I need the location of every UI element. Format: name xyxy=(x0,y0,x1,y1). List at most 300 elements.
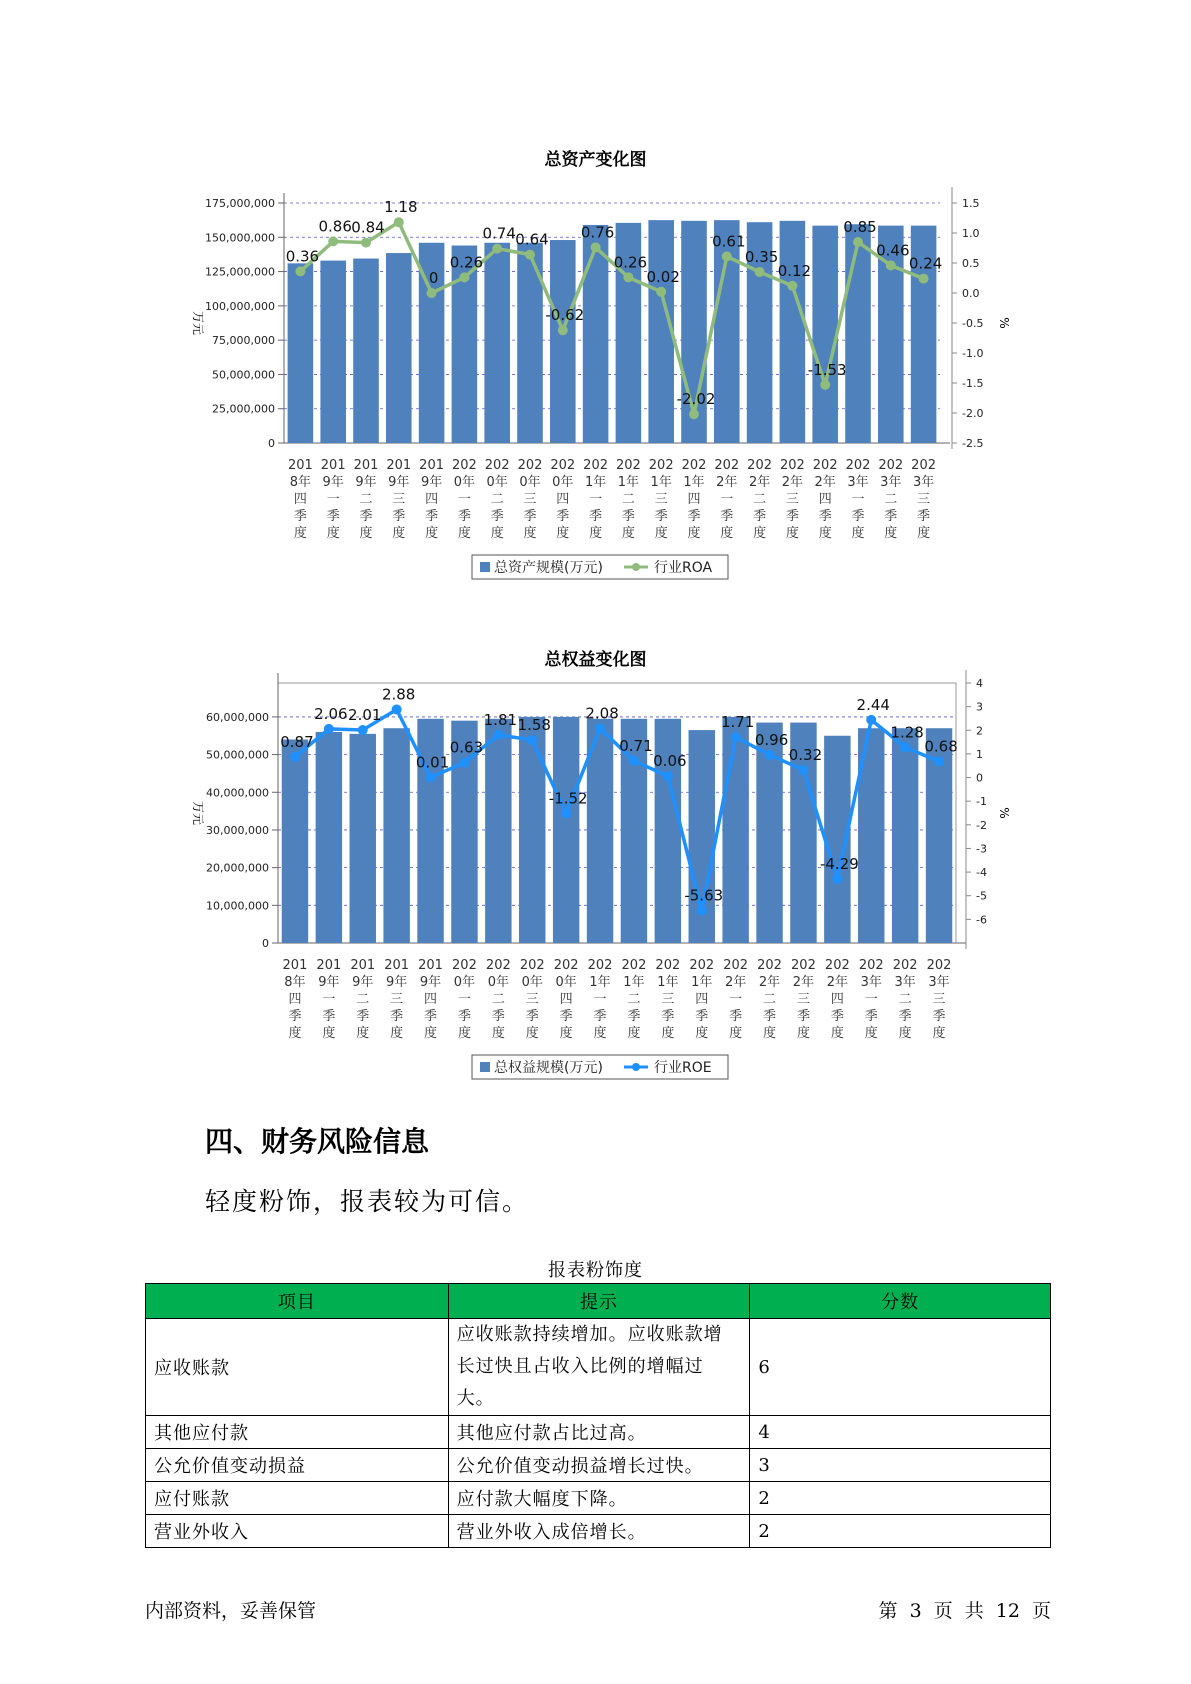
line-point xyxy=(663,771,673,781)
x-tick-label: 201 xyxy=(316,958,342,973)
x-tick-label: 一 xyxy=(457,992,471,1007)
line-point xyxy=(392,704,402,714)
x-tick-label: 二 xyxy=(898,992,912,1007)
x-tick-label: 季 xyxy=(720,509,734,524)
x-tick-label: 201 xyxy=(320,458,346,473)
y-axis-label: 万元 xyxy=(191,800,205,826)
x-tick-label: 季 xyxy=(523,509,537,524)
x-tick-label: 二 xyxy=(356,992,370,1007)
x-tick-label: 9年 xyxy=(355,475,377,490)
x-tick-label: 二 xyxy=(490,492,504,507)
line-point xyxy=(886,260,896,270)
data-label: -5.63 xyxy=(684,886,724,905)
line-point xyxy=(623,272,633,282)
x-tick-label: 202 xyxy=(689,958,715,973)
line-point xyxy=(934,756,944,766)
x-tick-label: 1年 xyxy=(691,975,713,990)
y2-tick-label: 1 xyxy=(976,747,983,761)
section-body: 轻度粉饰，报表较为可信。 xyxy=(205,1187,530,1216)
line-point xyxy=(591,242,601,252)
section-title: 四、财务风险信息 xyxy=(205,1125,430,1158)
line-point xyxy=(324,724,334,734)
x-tick-label: 季 xyxy=(763,1009,777,1024)
x-tick-label: 二 xyxy=(627,992,641,1007)
line-point xyxy=(290,752,300,762)
x-tick-label: 三 xyxy=(525,992,539,1007)
x-tick-label: 度 xyxy=(359,526,373,541)
data-label: -2.02 xyxy=(676,390,716,409)
x-tick-label: 度 xyxy=(654,526,668,541)
y2-axis-label: % xyxy=(997,807,1011,819)
data-label: 0.86 xyxy=(318,217,352,236)
x-tick-label: 度 xyxy=(457,1026,471,1041)
y2-tick-label: -2.5 xyxy=(962,437,984,450)
data-label: 0.02 xyxy=(646,267,680,286)
y-tick-label: 175,000,000 xyxy=(205,197,275,210)
table-cell-score: 6 xyxy=(750,1319,1051,1416)
line-point xyxy=(853,237,863,247)
x-tick-label: 三 xyxy=(917,492,931,507)
line-point xyxy=(561,808,571,818)
bar xyxy=(353,259,379,443)
x-tick-label: 四 xyxy=(424,992,438,1007)
x-tick-label: 度 xyxy=(523,526,537,541)
y2-tick-label: -2.0 xyxy=(962,407,984,420)
data-label: 0.76 xyxy=(580,223,615,242)
line-point xyxy=(361,238,371,248)
x-tick-label: 202 xyxy=(858,958,884,973)
x-tick-label: 度 xyxy=(425,526,439,541)
data-label: 2.08 xyxy=(585,704,619,723)
x-tick-label: 度 xyxy=(356,1026,370,1041)
data-label: 0.87 xyxy=(280,732,314,751)
x-tick-label: 度 xyxy=(818,526,832,541)
x-tick-label: 202 xyxy=(757,958,782,973)
line-point xyxy=(295,266,305,276)
bar xyxy=(845,224,871,443)
x-tick-label: 202 xyxy=(812,458,838,473)
legend-bar-swatch xyxy=(480,562,490,572)
x-tick-label: 四 xyxy=(556,492,570,507)
x-tick-label: 度 xyxy=(687,526,701,541)
x-tick-label: 202 xyxy=(553,958,579,973)
y2-tick-label: -6 xyxy=(976,913,987,927)
x-tick-label: 0年 xyxy=(486,475,508,490)
data-label: 0.06 xyxy=(653,752,687,771)
line-point xyxy=(595,723,605,733)
x-tick-label: 度 xyxy=(720,526,734,541)
line-point xyxy=(722,251,732,261)
y2-tick-label: 0 xyxy=(976,771,983,785)
x-tick-label: 季 xyxy=(796,1009,810,1024)
y2-tick-label: 4 xyxy=(976,677,983,690)
data-label: 0.36 xyxy=(285,247,320,266)
bar xyxy=(553,717,579,943)
data-label: 2.01 xyxy=(348,706,382,725)
data-label: -1.52 xyxy=(548,789,588,808)
bar xyxy=(282,740,308,943)
legend-line-label: 行业ROA xyxy=(654,560,713,576)
x-tick-label: 季 xyxy=(491,1009,505,1024)
x-tick-label: 季 xyxy=(932,1009,946,1024)
x-tick-label: 9年 xyxy=(420,475,443,490)
x-tick-label: 三 xyxy=(932,992,946,1007)
bar xyxy=(484,243,510,443)
x-tick-label: 季 xyxy=(695,1009,709,1024)
x-tick-label: 0年 xyxy=(521,975,543,990)
x-tick-label: 季 xyxy=(785,509,799,524)
y2-tick-label: -1.0 xyxy=(962,347,984,360)
data-label: 0.32 xyxy=(788,745,823,764)
table-cell-item: 公允价值变动损益 xyxy=(146,1449,449,1482)
data-label: 0.68 xyxy=(924,737,958,756)
y-tick-label: 40,000,000 xyxy=(206,786,269,800)
x-tick-label: 2年 xyxy=(792,975,815,990)
y2-tick-label: -1 xyxy=(976,795,987,809)
table-cell-hint: 其他应付款占比过高。 xyxy=(448,1416,750,1449)
bar xyxy=(519,717,545,943)
x-tick-label: 四 xyxy=(687,492,701,507)
legend-line-label: 行业ROE xyxy=(654,1060,712,1076)
x-tick-label: 四 xyxy=(288,992,302,1007)
y2-tick-label: 1.0 xyxy=(962,227,980,240)
table-cell-hint: 应收账款持续增加。应收账款增长过快且占收入比例的增幅过大。 xyxy=(448,1319,750,1416)
legend-bar-label: 总权益规模(万元) xyxy=(494,1060,603,1076)
x-tick-label: 9年 xyxy=(318,975,340,990)
x-tick-label: 3年 xyxy=(928,975,950,990)
x-tick-label: 0年 xyxy=(552,475,574,490)
table-header-item: 项目 xyxy=(146,1284,449,1319)
x-tick-label: 度 xyxy=(627,1026,641,1041)
x-tick-label: 202 xyxy=(517,458,543,473)
x-tick-label: 2年 xyxy=(716,475,738,490)
y-tick-label: 10,000,000 xyxy=(206,899,269,913)
x-tick-label: 度 xyxy=(898,1026,912,1041)
x-tick-label: 202 xyxy=(615,458,641,473)
x-tick-label: 季 xyxy=(729,1009,743,1024)
x-tick-label: 202 xyxy=(655,958,681,973)
x-tick-label: 201 xyxy=(419,458,445,473)
y-tick-label: 60,000,000 xyxy=(206,710,269,724)
y-tick-label: 100,000,000 xyxy=(205,299,275,313)
x-tick-label: 二 xyxy=(621,492,635,507)
bar xyxy=(485,719,511,943)
data-label: 0.35 xyxy=(744,248,779,266)
x-tick-label: 三 xyxy=(661,992,675,1007)
risk-table xyxy=(145,1283,1051,1548)
x-tick-label: 202 xyxy=(892,958,918,973)
line-point xyxy=(525,250,535,260)
x-tick-label: 202 xyxy=(911,458,937,473)
data-label: 0.96 xyxy=(754,730,789,749)
y2-tick-label: -1.5 xyxy=(962,377,984,390)
table-row xyxy=(146,1482,1051,1515)
x-tick-label: 四 xyxy=(559,992,573,1007)
table-cell-item: 应付账款 xyxy=(146,1482,449,1515)
bar xyxy=(892,728,918,943)
bar xyxy=(316,732,342,943)
line-point xyxy=(689,409,699,419)
line-point xyxy=(492,244,502,254)
y-tick-label: 75,000,000 xyxy=(212,334,275,348)
y-axis-label: 万元 xyxy=(191,310,205,336)
y-tick-label: 125,000,000 xyxy=(205,265,275,279)
x-tick-label: 202 xyxy=(550,458,576,473)
x-tick-label: 度 xyxy=(424,1026,438,1041)
y2-tick-label: 0.0 xyxy=(962,287,980,300)
x-tick-label: 季 xyxy=(490,509,504,524)
x-tick-label: 季 xyxy=(288,1009,302,1024)
x-tick-label: 三 xyxy=(654,492,668,507)
x-tick-label: 度 xyxy=(864,1026,878,1041)
x-tick-label: 四 xyxy=(830,992,844,1007)
x-tick-label: 202 xyxy=(723,958,749,973)
x-tick-label: 季 xyxy=(818,509,832,524)
line-point xyxy=(787,281,797,291)
x-tick-label: 9年 xyxy=(419,975,442,990)
x-tick-label: 季 xyxy=(293,509,307,524)
x-tick-label: 2年 xyxy=(725,975,747,990)
data-label: 1.71 xyxy=(720,713,755,732)
x-tick-label: 202 xyxy=(878,458,904,473)
line-point xyxy=(765,750,775,760)
x-tick-label: 9年 xyxy=(386,975,408,990)
line-point xyxy=(832,874,842,884)
data-label: 0.12 xyxy=(777,261,812,280)
data-label: 0.01 xyxy=(415,753,450,772)
x-tick-label: 季 xyxy=(593,1009,607,1024)
line-point xyxy=(798,765,808,775)
x-tick-label: 202 xyxy=(519,958,545,973)
x-tick-label: 二 xyxy=(753,492,767,507)
x-tick-label: 202 xyxy=(926,958,952,973)
x-tick-label: 度 xyxy=(729,1026,743,1041)
x-tick-label: 1年 xyxy=(623,975,645,990)
x-tick-label: 一 xyxy=(593,992,607,1007)
x-tick-label: 季 xyxy=(898,1009,912,1024)
legend-line-marker xyxy=(632,1063,640,1071)
x-tick-label: 201 xyxy=(287,458,313,473)
x-tick-label: 202 xyxy=(824,958,850,973)
x-tick-label: 度 xyxy=(661,1026,675,1041)
x-tick-label: 202 xyxy=(714,458,740,473)
x-tick-label: 一 xyxy=(457,492,471,507)
x-tick-label: 二 xyxy=(491,992,505,1007)
x-tick-label: 202 xyxy=(485,958,511,973)
data-label: 0.64 xyxy=(515,230,549,249)
x-tick-label: 度 xyxy=(785,526,799,541)
data-label: -0.62 xyxy=(545,306,585,325)
y2-tick-label: -2 xyxy=(976,818,987,832)
x-tick-label: 2年 xyxy=(758,975,781,990)
y-tick-label: 20,000,000 xyxy=(206,861,269,875)
x-tick-label: 季 xyxy=(457,509,471,524)
x-tick-label: 度 xyxy=(695,1026,709,1041)
bar xyxy=(722,717,748,943)
table-row xyxy=(146,1449,1051,1482)
x-tick-label: 2年 xyxy=(826,975,848,990)
line-point xyxy=(919,274,929,284)
data-label: 0.61 xyxy=(712,232,746,251)
y-tick-label: 25,000,000 xyxy=(212,402,275,416)
data-label: 0.26 xyxy=(449,253,484,272)
x-tick-label: 季 xyxy=(556,509,570,524)
data-label: 2.88 xyxy=(381,685,416,704)
x-tick-label: 8年 xyxy=(289,475,312,490)
line-point xyxy=(427,288,437,298)
bar xyxy=(812,226,838,443)
x-tick-label: 1年 xyxy=(584,475,607,490)
x-tick-label: 1年 xyxy=(589,975,611,990)
x-tick-label: 202 xyxy=(845,458,871,473)
x-tick-label: 201 xyxy=(418,958,443,973)
x-tick-label: 0年 xyxy=(453,475,476,490)
data-label: -4.29 xyxy=(819,854,859,873)
y2-tick-label: -4 xyxy=(976,866,987,880)
x-tick-label: 四 xyxy=(293,492,307,507)
data-label: 2.44 xyxy=(856,695,890,714)
x-tick-label: 三 xyxy=(392,492,406,507)
x-tick-label: 季 xyxy=(917,509,931,524)
x-tick-label: 度 xyxy=(753,526,767,541)
x-tick-label: 度 xyxy=(851,526,865,541)
table-header-score: 分数 xyxy=(750,1284,1051,1319)
table-cell-hint: 公允价值变动损益增长过快。 xyxy=(448,1449,750,1482)
x-tick-label: 度 xyxy=(621,526,635,541)
x-tick-label: 度 xyxy=(457,526,471,541)
data-label: 0.26 xyxy=(613,253,648,272)
x-tick-label: 202 xyxy=(583,458,609,473)
x-tick-label: 季 xyxy=(390,1009,404,1024)
x-tick-label: 一 xyxy=(851,492,865,507)
line-point xyxy=(629,756,639,766)
bar xyxy=(288,263,314,443)
line-point xyxy=(459,758,469,768)
table-header-hint: 提示 xyxy=(448,1284,750,1319)
x-tick-label: 8年 xyxy=(284,975,306,990)
x-tick-label: 季 xyxy=(457,1009,471,1024)
y2-axis-label: % xyxy=(997,317,1011,329)
asset-chart xyxy=(0,170,1191,590)
x-tick-label: 3年 xyxy=(880,475,902,490)
table-row xyxy=(146,1319,1051,1416)
x-tick-label: 度 xyxy=(326,526,340,541)
x-tick-label: 202 xyxy=(681,458,707,473)
x-tick-label: 三 xyxy=(785,492,799,507)
x-tick-label: 0年 xyxy=(453,975,476,990)
data-label: -1.53 xyxy=(807,360,847,379)
x-tick-label: 度 xyxy=(322,1026,336,1041)
y-tick-label: 50,000,000 xyxy=(212,368,275,382)
x-tick-label: 2年 xyxy=(781,475,804,490)
bar xyxy=(780,221,806,443)
x-tick-label: 0年 xyxy=(487,975,509,990)
x-tick-label: 季 xyxy=(654,509,668,524)
x-tick-label: 9年 xyxy=(322,475,344,490)
table-caption: 报表粉饰度 xyxy=(548,1260,643,1281)
table-cell-score: 3 xyxy=(750,1449,1051,1482)
x-tick-label: 一 xyxy=(720,492,734,507)
x-tick-label: 0年 xyxy=(555,975,577,990)
data-label: 2.06 xyxy=(314,704,348,723)
data-label: 0.46 xyxy=(876,241,910,260)
x-tick-label: 季 xyxy=(661,1009,675,1024)
x-tick-label: 四 xyxy=(695,992,709,1007)
x-tick-label: 201 xyxy=(384,958,410,973)
x-tick-label: 201 xyxy=(350,958,376,973)
x-tick-label: 四 xyxy=(818,492,832,507)
x-tick-label: 0年 xyxy=(519,475,541,490)
x-tick-label: 9年 xyxy=(352,975,374,990)
bar xyxy=(320,261,346,443)
x-tick-label: 202 xyxy=(747,458,773,473)
equity-chart xyxy=(0,670,1191,1090)
x-tick-label: 度 xyxy=(763,1026,777,1041)
equity-chart-title: 总权益变化图 xyxy=(544,650,647,670)
x-tick-label: 季 xyxy=(322,1009,336,1024)
x-tick-label: 202 xyxy=(484,458,510,473)
x-tick-label: 季 xyxy=(356,1009,370,1024)
x-tick-label: 度 xyxy=(293,526,307,541)
y2-tick-label: -3 xyxy=(976,842,987,856)
data-label: 0.84 xyxy=(351,218,385,237)
x-tick-label: 度 xyxy=(392,526,406,541)
legend-bar-swatch xyxy=(480,1062,490,1072)
x-tick-label: 季 xyxy=(884,509,898,524)
bar xyxy=(350,734,376,943)
x-tick-label: 202 xyxy=(791,958,816,973)
data-label: 0 xyxy=(428,269,439,287)
x-tick-label: 一 xyxy=(326,492,340,507)
x-tick-label: 一 xyxy=(729,992,743,1007)
table-cell-hint: 应付款大幅度下降。 xyxy=(448,1482,750,1515)
x-tick-label: 201 xyxy=(282,958,308,973)
x-tick-label: 3年 xyxy=(894,975,916,990)
legend-line-marker xyxy=(632,563,640,571)
y2-tick-label: -5 xyxy=(976,889,987,903)
line-point xyxy=(755,267,765,277)
x-tick-label: 季 xyxy=(359,509,373,524)
table-row xyxy=(146,1416,1051,1449)
x-tick-label: 度 xyxy=(589,526,603,541)
x-tick-label: 202 xyxy=(452,958,477,973)
line-point xyxy=(358,725,368,735)
x-tick-label: 度 xyxy=(796,1026,810,1041)
x-tick-label: 度 xyxy=(830,1026,844,1041)
asset-chart-title: 总资产变化图 xyxy=(544,150,647,170)
x-tick-label: 3年 xyxy=(912,475,935,490)
line-point xyxy=(558,325,568,335)
x-tick-label: 2年 xyxy=(814,475,836,490)
y-tick-label: 0 xyxy=(262,937,269,950)
line-point xyxy=(697,906,707,916)
x-tick-label: 三 xyxy=(523,492,537,507)
footer-page-number: 第 3 页 共 12 页 xyxy=(878,1600,1051,1622)
x-tick-label: 度 xyxy=(390,1026,404,1041)
line-point xyxy=(900,742,910,752)
y-tick-label: 0 xyxy=(268,437,275,450)
line-point xyxy=(459,272,469,282)
line-point xyxy=(328,236,338,246)
x-tick-label: 202 xyxy=(648,458,674,473)
y2-tick-label: 3 xyxy=(976,700,983,714)
x-tick-label: 季 xyxy=(424,1009,438,1024)
x-tick-label: 201 xyxy=(386,458,412,473)
x-tick-label: 季 xyxy=(425,509,439,524)
data-label: 1.28 xyxy=(890,723,924,742)
x-tick-label: 度 xyxy=(288,1026,302,1041)
x-tick-label: 一 xyxy=(322,992,336,1007)
